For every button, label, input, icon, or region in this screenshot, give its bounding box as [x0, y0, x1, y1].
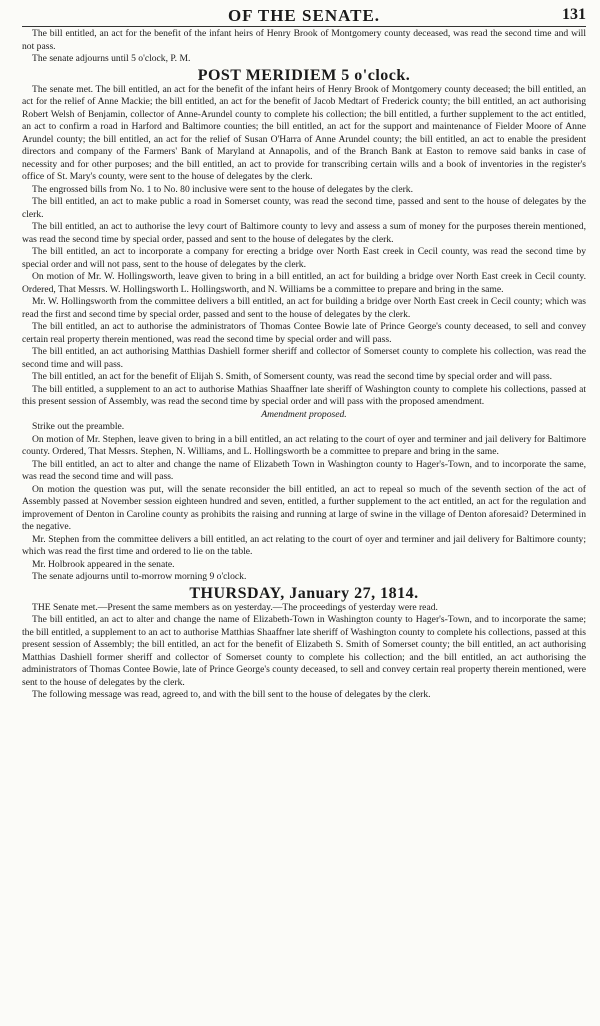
post-meridiem-section [22, 84, 586, 409]
paragraph: The bill entitled, an act to alter and change the name of Elizabeth Town in Washington county to Hager's-Town, and to incorporate the same, was read the second time and will pass. [22, 458, 586, 482]
paragraph: Strike out the preamble. [32, 421, 125, 432]
paragraph: The bill entitled, an act to authorise the levy court of Baltimore county to levy and assess a sum of money for the purposes therein mentioned, was read the second time by special order, passed and sent to the house of delegates by the clerk. [22, 221, 586, 245]
paragraph: Mr. Holbrook appeared in the senate. [32, 558, 175, 570]
amendment-heading: Amendment proposed. [261, 408, 347, 420]
paragraph: The following message was read, agreed to, and with the bill sent to the house of delegates by the clerk. [32, 689, 431, 700]
paragraph: The bill entitled, an act to incorporate a company for erecting a bridge over North East creek in Cecil county, was read the second time by special order and will not pass, sent to the house of delegates by the clerk. [22, 246, 586, 270]
paragraph: Mr. Stephen from the committee delivers a bill entitled, an act relating to the court of oyer and terminer and jail delivery for Baltimore county; which was read the first time and ordered to lie on the table. [22, 533, 586, 557]
paragraph: The bill entitled, an act for the benefit of Elijah S. Smith, of Somersent county, was read the second time by special order and will pass. [32, 371, 552, 382]
paragraph: The senate adjourns until to-morrow morning 9 o'clock. [32, 571, 247, 582]
paragraph: The bill entitled, a supplement to an act to authorise Mathias Shaaffner late sheriff of Washington county to complete his collections, passed at this present session of Assembly, was read the second time by special order and will pass with the proposed amendment. [22, 383, 586, 407]
paragraph: Mr. W. Hollingsworth from the committee delivers a bill entitled, an act for building a bridge over North East creek in Cecil county; which was read the first and second time by special order, passed and sent to the house of delegates by the clerk. [22, 296, 586, 320]
page-header [22, 4, 586, 28]
paragraph: THE Senate met.—Present the same members as on yesterday.—The proceedings of yesterday were read. [32, 601, 438, 613]
thursday-section [22, 602, 586, 702]
paragraph: On motion of Mr. Stephen, leave given to bring in a bill entitled, an act relating to the court of oyer and terminer and jail delivery for Baltimore county. Ordered, That Messrs. Stephen, N. Williams, and L. Hollingsworth be a committee to prepare and bring in the same. [22, 433, 586, 457]
paragraph: The senate met. The bill entitled, an act for the benefit of the infant heirs of Henry Brook of Montgomery county deceased; the bill entitled, an act for the relief of Anne Mackie; the bill entitled, an act for the benefit of Jacob Medtart of Frederick county; the bill entitled, an act authorising Robert Welsh of Benjamin, collector of Anne-Arundel county to complete his collection; the bill entitled, a further supplement to the act entitled, an act to confirm a road in Harford and Baltimore counties; the bill entitled, an act for the support and maintenance of Fielder Moore of Anne Arundel county; the bill entitled, an act for the relief of Susan O'Harra of Anne Arundel county; the bill entitled, an act to enable the president directors and company of the Farmers' Bank of Maryland at Annapolis, and of the Branch Bank at Easton to remove said banks in case of necessity and for other purposes; and the bill entitled, an act to provide for transcribing certain wills and a book of inventories in the register's office of St. Mary's county, were sent to the house of delegates by the clerk. [22, 83, 586, 182]
paragraph: The senate adjourns until 5 o'clock, P. M. [32, 53, 191, 64]
paragraph: The engrossed bills from No. 1 to No. 80 inclusive were sent to the house of delegates by the clerk. [32, 183, 413, 195]
running-head: OF THE SENATE. [227, 6, 381, 25]
thursday-heading: THURSDAY, January 27, 1814. [189, 584, 419, 602]
paragraph: On motion of Mr. W. Hollingsworth, leave given to bring in a bill entitled, an act for building a bridge over North East creek in Cecil county. Ordered, That Messrs. W. Hollingsworth L. Hollingsworth, and N. Williams be a committee to prepare and bring in the same. [22, 271, 586, 295]
paragraph: The bill entitled, an act to alter and change the name of Elizabeth-Town in Washington county to Hager's-Town, and to incorporate the same; the bill entitled, a supplement to an act to authorise Matthias Shaaffner late sheriff of Washington county to complete his collections, passed at this present session of Assembly; the bill entitled, an act for the benefit of Elizabeth S. Smith of Somerset county; the bill entitled, an act authorising Matthias Dashiell former sheriff and collector of Somerset county to complete his collection; and the bill entitled, an act authorising the administrators of Thomas Contee Bowie, late of Prince George's county deceased, to sell and convey certain real property therein mentioned, were sent to the house of delegates by the clerk. [22, 614, 586, 688]
page-number: 131 [562, 6, 586, 23]
post-meridiem-heading: POST MERIDIEM 5 o'clock. [197, 66, 411, 84]
paragraph: On motion the question was put, will the senate reconsider the bill entitled, an act to repeal so much of the seventh section of the act of Assembly passed at November session eighteen hundred and seven, entitled, a further supplement to the act entitled, an act for the regulation and improvement of Denton in Caroline county as prohibits the raising and running at large of swine in the village of Denton aforesaid? Determined in the negative. [22, 483, 586, 532]
morning-section [22, 28, 586, 66]
paragraph: The bill entitled, an act authorising Matthias Dashiell former sheriff and collector of Somerset county to complete his collection, was read the second time and will pass. [22, 346, 586, 370]
paragraph: The bill entitled, an act to make public a road in Somerset county, was read the second time, passed and sent to the house of delegates by the clerk. [22, 196, 586, 220]
paragraph: The bill entitled, an act for the benefit of the infant heirs of Henry Brook of Montgomery county deceased, was read the second time and will not pass. [22, 28, 586, 52]
paragraph: The bill entitled, an act to authorise the administrators of Thomas Contee Bowie late of Prince George's county deceased, to sell and convey certain real property therein mentioned, was read the second time by special order and will pass. [22, 321, 586, 345]
header-rule [22, 26, 586, 27]
amendment-section [22, 421, 586, 584]
